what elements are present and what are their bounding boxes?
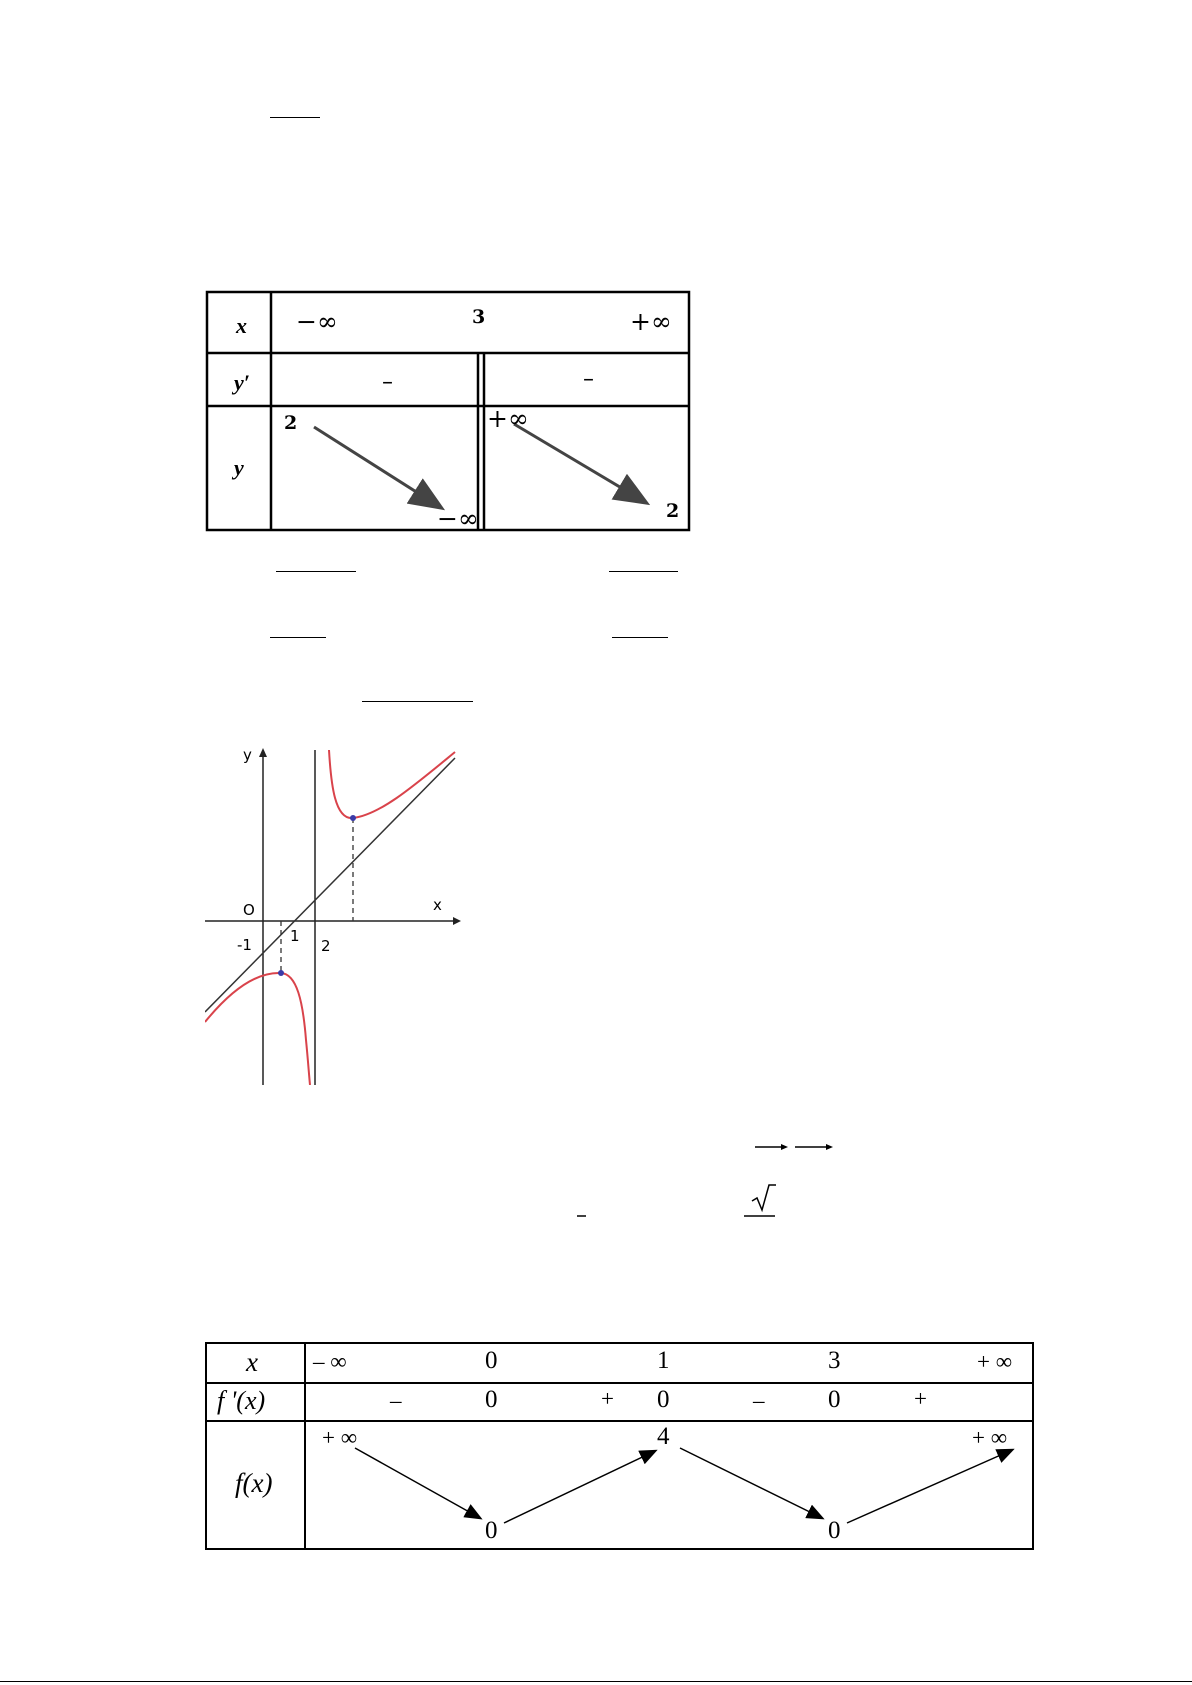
table1-yprime-right: – (583, 367, 594, 392)
table2-fprime-4: 0 (657, 1386, 670, 1413)
table2-arrow-up-2 (847, 1450, 1012, 1523)
table2-f-start: + ∞ (322, 1425, 358, 1450)
table1-y-left-end: −∞ (437, 504, 479, 533)
table2-fprime-5: – (753, 1388, 765, 1413)
table2-fprime-6: 0 (828, 1386, 841, 1413)
table1-y-left-start: 2 (284, 412, 298, 434)
table1-x-pos-inf: +∞ (630, 307, 672, 336)
table1-y-right-end: 2 (666, 500, 680, 522)
table2-f-max: 4 (657, 1423, 670, 1450)
origin-label: O (243, 901, 255, 919)
table2-arrow-up-1 (504, 1451, 655, 1523)
table2-x-1: 1 (657, 1347, 670, 1374)
table1-label-y: y (234, 455, 244, 480)
page-footer-rule (0, 1681, 1192, 1682)
table2-fprime-3: + (601, 1386, 614, 1411)
table2-x-neg-inf: – ∞ (313, 1349, 347, 1374)
table1-label-yprime: y′ (234, 370, 250, 395)
tick-label-1: 1 (290, 927, 300, 945)
table1-label-x: x (236, 313, 247, 338)
table1-y-right-start: +∞ (487, 404, 529, 433)
table2-x-3: 3 (828, 1347, 841, 1374)
table2-label-f: f(x) (235, 1468, 273, 1498)
table2-label-x: x (246, 1347, 258, 1377)
table2-arrow-down-2 (680, 1448, 822, 1518)
table2-x-0: 0 (485, 1347, 498, 1374)
table2-label-fprime: f '(x) (217, 1386, 266, 1415)
table2-fprime-1: – (390, 1388, 402, 1413)
table2-f-min2: 0 (828, 1517, 841, 1544)
axis-label-y: y (243, 746, 252, 764)
table1-yprime-left: – (382, 370, 393, 395)
table1-x-3: 3 (472, 306, 486, 328)
table2-x-pos-inf: + ∞ (977, 1349, 1013, 1374)
table1-x-neg-inf: −∞ (296, 307, 338, 336)
table2-fprime-2: 0 (485, 1386, 498, 1413)
table2-f-min1: 0 (485, 1517, 498, 1544)
table2-fprime-7: + (914, 1386, 927, 1411)
axis-label-x: x (433, 896, 442, 914)
tick-label-2: 2 (321, 937, 331, 955)
table2-f-end: + ∞ (972, 1425, 1008, 1450)
table2-arrow-down-1 (355, 1448, 480, 1518)
tick-label-neg1: -1 (237, 936, 252, 954)
